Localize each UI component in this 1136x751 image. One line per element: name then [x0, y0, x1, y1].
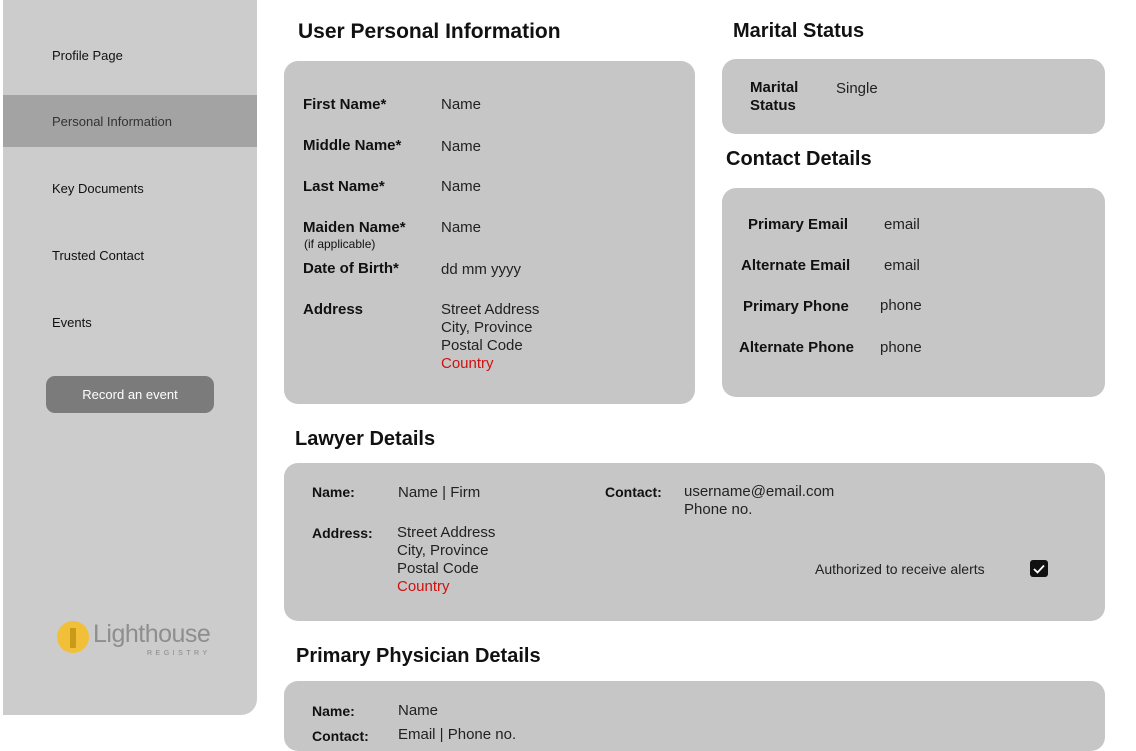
maiden-name-note: (if applicable) [304, 237, 376, 251]
sidebar-item-profile-page[interactable]: Profile Page [52, 47, 123, 63]
lawyer-name-label: Name: [312, 484, 355, 500]
lawyer-address-value [397, 524, 495, 596]
first-name-value: Name [441, 96, 482, 113]
marital-status-label-line2: Status [750, 97, 796, 114]
middle-name-value: Name [441, 138, 482, 155]
marital-status-label-line1: Marital [750, 79, 799, 96]
physician-details-title: Primary Physician Details [296, 645, 541, 667]
address-city: City, Province [441, 319, 533, 336]
lighthouse-icon [57, 621, 89, 653]
alternate-phone-value: phone [880, 339, 922, 356]
sidebar [3, 0, 257, 715]
record-event-button[interactable]: Record an event [46, 376, 214, 413]
last-name-value: Name [441, 178, 482, 195]
sidebar-item-key-documents[interactable]: Key Documents [52, 180, 144, 196]
lawyer-address-postal: Postal Code [397, 560, 479, 577]
address-street: Street Address [441, 301, 540, 318]
marital-status-title: Marital Status [733, 20, 865, 42]
logo-tagline: REGISTRY [147, 650, 211, 657]
last-name-label: Last Name* [303, 178, 385, 195]
primary-email-value: email [884, 216, 920, 233]
lawyer-address-street: Street Address [397, 524, 496, 541]
physician-name-label: Name: [312, 703, 355, 719]
lawyer-name-value: Name | Firm [398, 484, 481, 501]
address-value [441, 301, 539, 373]
logo-name: Lighthouse [93, 620, 211, 648]
primary-email-label: Primary Email [748, 216, 849, 233]
lawyer-address-label: Address: [312, 525, 373, 541]
lawyer-details-title: Lawyer Details [295, 428, 436, 450]
marital-status-label [750, 79, 798, 115]
primary-phone-label: Primary Phone [743, 298, 849, 315]
sidebar-item-personal-information[interactable]: Personal Information [3, 95, 257, 147]
maiden-name-label: Maiden Name* [303, 219, 406, 236]
alerts-label: Authorized to receive alerts [815, 561, 985, 577]
address-country: Country [441, 355, 494, 372]
lawyer-address-city: City, Province [397, 542, 489, 559]
middle-name-label: Middle Name* [303, 137, 402, 154]
lawyer-contact-label: Contact: [605, 484, 662, 500]
marital-status-value: Single [836, 80, 878, 97]
physician-name-value: Name [398, 702, 439, 719]
lawyer-address-country: Country [397, 578, 450, 595]
personal-info-title: User Personal Information [298, 20, 561, 43]
address-label: Address [303, 301, 364, 318]
contact-details-title: Contact Details [726, 148, 872, 170]
alerts-checkbox[interactable] [1030, 560, 1048, 577]
dob-value: dd mm yyyy [441, 261, 522, 278]
sidebar-item-trusted-contact[interactable]: Trusted Contact [52, 247, 145, 263]
primary-phone-value: phone [880, 297, 922, 314]
physician-contact-label: Contact: [312, 728, 369, 744]
alternate-email-label: Alternate Email [741, 257, 851, 274]
alternate-email-value: email [884, 257, 920, 274]
lawyer-contact-email: username@email.com [684, 483, 835, 500]
lighthouse-logo [57, 618, 217, 662]
physician-contact-value: Email | Phone no. [398, 726, 517, 743]
first-name-label: First Name* [303, 96, 387, 113]
dob-label: Date of Birth* [303, 260, 399, 277]
alternate-phone-label: Alternate Phone [739, 339, 855, 356]
address-postal: Postal Code [441, 337, 523, 354]
sidebar-item-events[interactable]: Events [52, 314, 92, 330]
maiden-name-value: Name [441, 219, 482, 236]
lawyer-contact-phone: Phone no. [684, 501, 753, 518]
check-icon [1033, 564, 1045, 574]
lawyer-contact-value [684, 483, 834, 519]
